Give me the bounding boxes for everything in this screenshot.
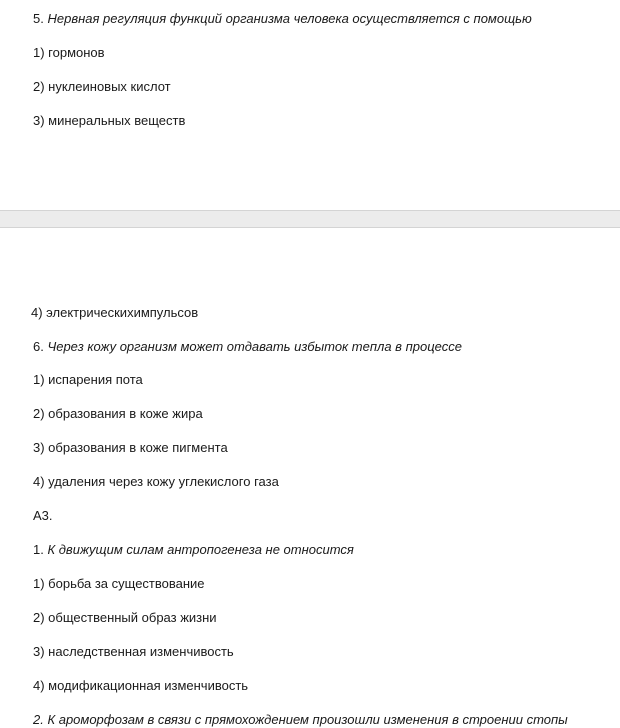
question-6-text: Через кожу организм может отдавать избыток тепла в процессе [47,339,462,354]
question-1 [33,542,354,558]
question-1-option-2: 2) общественный образ жизни [33,610,217,625]
question-5-option-2: 2) нуклеиновых кислот [33,79,171,94]
question-5 [33,11,532,27]
question-6-number: 6. [33,339,44,354]
question-1-text: К движущим силам антропогенеза не относится [47,542,354,557]
question-5-number: 5. [33,11,44,26]
question-5-option-1: 1) гормонов [33,45,105,60]
question-6-option-1: 1) испарения пота [33,372,143,387]
page-break [0,210,620,228]
question-2-partial: 2. К ароморфозам в связи с прямохождением произошли изменения в строении стопы [33,712,568,727]
document-page-2 [0,228,620,727]
question-6-option-4: 4) удаления через кожу углекислого газа [33,474,279,489]
question-1-option-3: 3) наследственная изменчивость [33,644,234,659]
question-5-option-3: 3) минеральных веществ [33,113,186,128]
section-heading: А3. [33,508,53,523]
question-1-option-1: 1) борьба за существование [33,576,205,591]
question-5-text: Нервная регуляция функций организма человека осуществляется с помощью [47,11,532,26]
question-6-option-3: 3) образования в коже пигмента [33,440,228,455]
document-page-1 [0,0,620,210]
question-6 [33,339,462,355]
question-5-option-4: 4) электрическихимпульсов [31,305,199,320]
question-1-option-4: 4) модификационная изменчивость [33,678,249,693]
question-6-option-2: 2) образования в коже жира [33,406,203,421]
question-1-number: 1. [33,542,44,557]
